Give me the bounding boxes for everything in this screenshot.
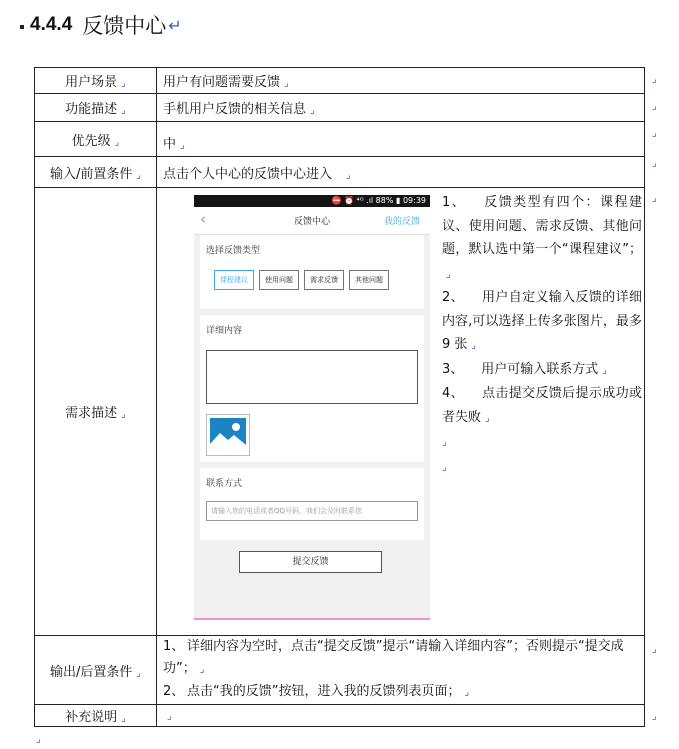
notes-label-cell: 补充说明 ⌟ (35, 705, 157, 727)
empty-paragraph: ⌟ (442, 437, 447, 448)
image-upload-button[interactable] (206, 414, 250, 456)
type-option-other[interactable]: 其他问题 (349, 270, 389, 290)
row-end-mark: ⌟ (652, 128, 657, 139)
back-arrow-icon[interactable]: ‹ (200, 210, 206, 228)
table-row (35, 636, 645, 705)
heading-bullet (20, 25, 24, 29)
image-upload-icon (210, 418, 246, 452)
table-row (35, 122, 645, 157)
nav-bar (194, 207, 430, 235)
contact-input[interactable]: 请输入您的电话或者QQ号码，我们会及时联系您 (206, 501, 418, 521)
phone-bottom-line (194, 618, 430, 620)
type-options (200, 256, 424, 290)
requirement-value-cell (157, 188, 645, 636)
document-end-mark: ⌟ (36, 734, 41, 745)
detail-section (200, 315, 424, 462)
list-item: 3、 用户可输入联系方式 ⌟ (442, 361, 607, 377)
section-heading (20, 9, 182, 41)
detail-label: 详细内容 (206, 326, 243, 336)
row-end-mark: ⌟ (652, 644, 657, 655)
phone-mockup (194, 195, 430, 620)
contact-label: 联系方式 (206, 479, 243, 489)
requirement-label-cell: 需求描述 ⌟ (35, 188, 157, 636)
return-mark-icon: ↵ (168, 15, 182, 35)
contact-section (200, 468, 424, 540)
row-end-mark: ⌟ (652, 74, 657, 85)
notes-value-cell: ⌟ (157, 705, 645, 727)
output-value-cell (157, 636, 645, 705)
output-label-cell: 输出/后置条件 ⌟ (35, 636, 157, 705)
type-option-usage[interactable]: 使用问题 (259, 270, 299, 290)
table-row (35, 188, 645, 636)
table-row (35, 94, 645, 122)
status-bar: ⛔ ⏰ ⁴ᴳ .ıl 88% ▮ 09:39 (194, 195, 430, 207)
table-row (35, 705, 645, 727)
scenario-value-cell: 用户有问题需要反馈 ⌟ (157, 68, 645, 94)
row-end-mark: ⌟ (652, 158, 657, 169)
priority-label-cell: 优先级 ⌟ (35, 122, 157, 157)
type-option-request[interactable]: 需求反馈 (304, 270, 344, 290)
detail-textarea[interactable] (206, 350, 418, 404)
row-end-mark: ⌟ (652, 711, 657, 722)
row-end-mark: ⌟ (652, 193, 657, 204)
nav-title: 反馈中心 (293, 217, 330, 227)
function-value-cell: 手机用户反馈的相关信息 ⌟ (157, 94, 645, 122)
heading-title: 反馈中心 (82, 14, 167, 38)
list-item: 1、 详细内容为空时，点击“提交反馈”提示“请输入详细内容”；否则提示“提交成功”； ⌟ (163, 639, 624, 676)
list-item: 2、 点击“我的反馈”按钮，进入我的反馈列表页面； ⌟ (163, 684, 470, 699)
type-label: 选择反馈类型 (206, 246, 261, 256)
input-label-cell: 输入/前置条件 ⌟ (35, 157, 157, 188)
type-option-course[interactable]: 课程建议 (214, 270, 254, 290)
list-item: 1、 反馈类型有四个：课程建议、使用问题、需求反馈、其他问题，默认选中第一个“课程建议”；⌟ (442, 195, 642, 280)
table-row (35, 68, 645, 94)
spec-table (34, 67, 645, 727)
type-section (200, 235, 424, 309)
list-item: 2、 用户自定义输入反馈的详细内容,可以选择上传多张图片，最多 9 张 ⌟ (442, 290, 642, 352)
submit-button[interactable]: 提交反馈 (239, 551, 382, 573)
heading-number: 4.4.4 (30, 14, 73, 35)
input-value-cell: 点击个人中心的反馈中心进入 ⌟ (157, 157, 645, 188)
priority-value-cell: 中 ⌟ (157, 122, 645, 157)
requirement-description (442, 191, 642, 479)
scenario-label-cell: 用户场景 ⌟ (35, 68, 157, 94)
table-row (35, 157, 645, 188)
list-item: 4、 点击提交反馈后提示成功或者失败 ⌟ (442, 386, 642, 425)
row-end-mark: ⌟ (652, 101, 657, 112)
my-feedback-link[interactable]: 我的反馈 (383, 217, 420, 227)
function-label-cell: 功能描述 ⌟ (35, 94, 157, 122)
empty-paragraph: ⌟ (442, 461, 447, 473)
